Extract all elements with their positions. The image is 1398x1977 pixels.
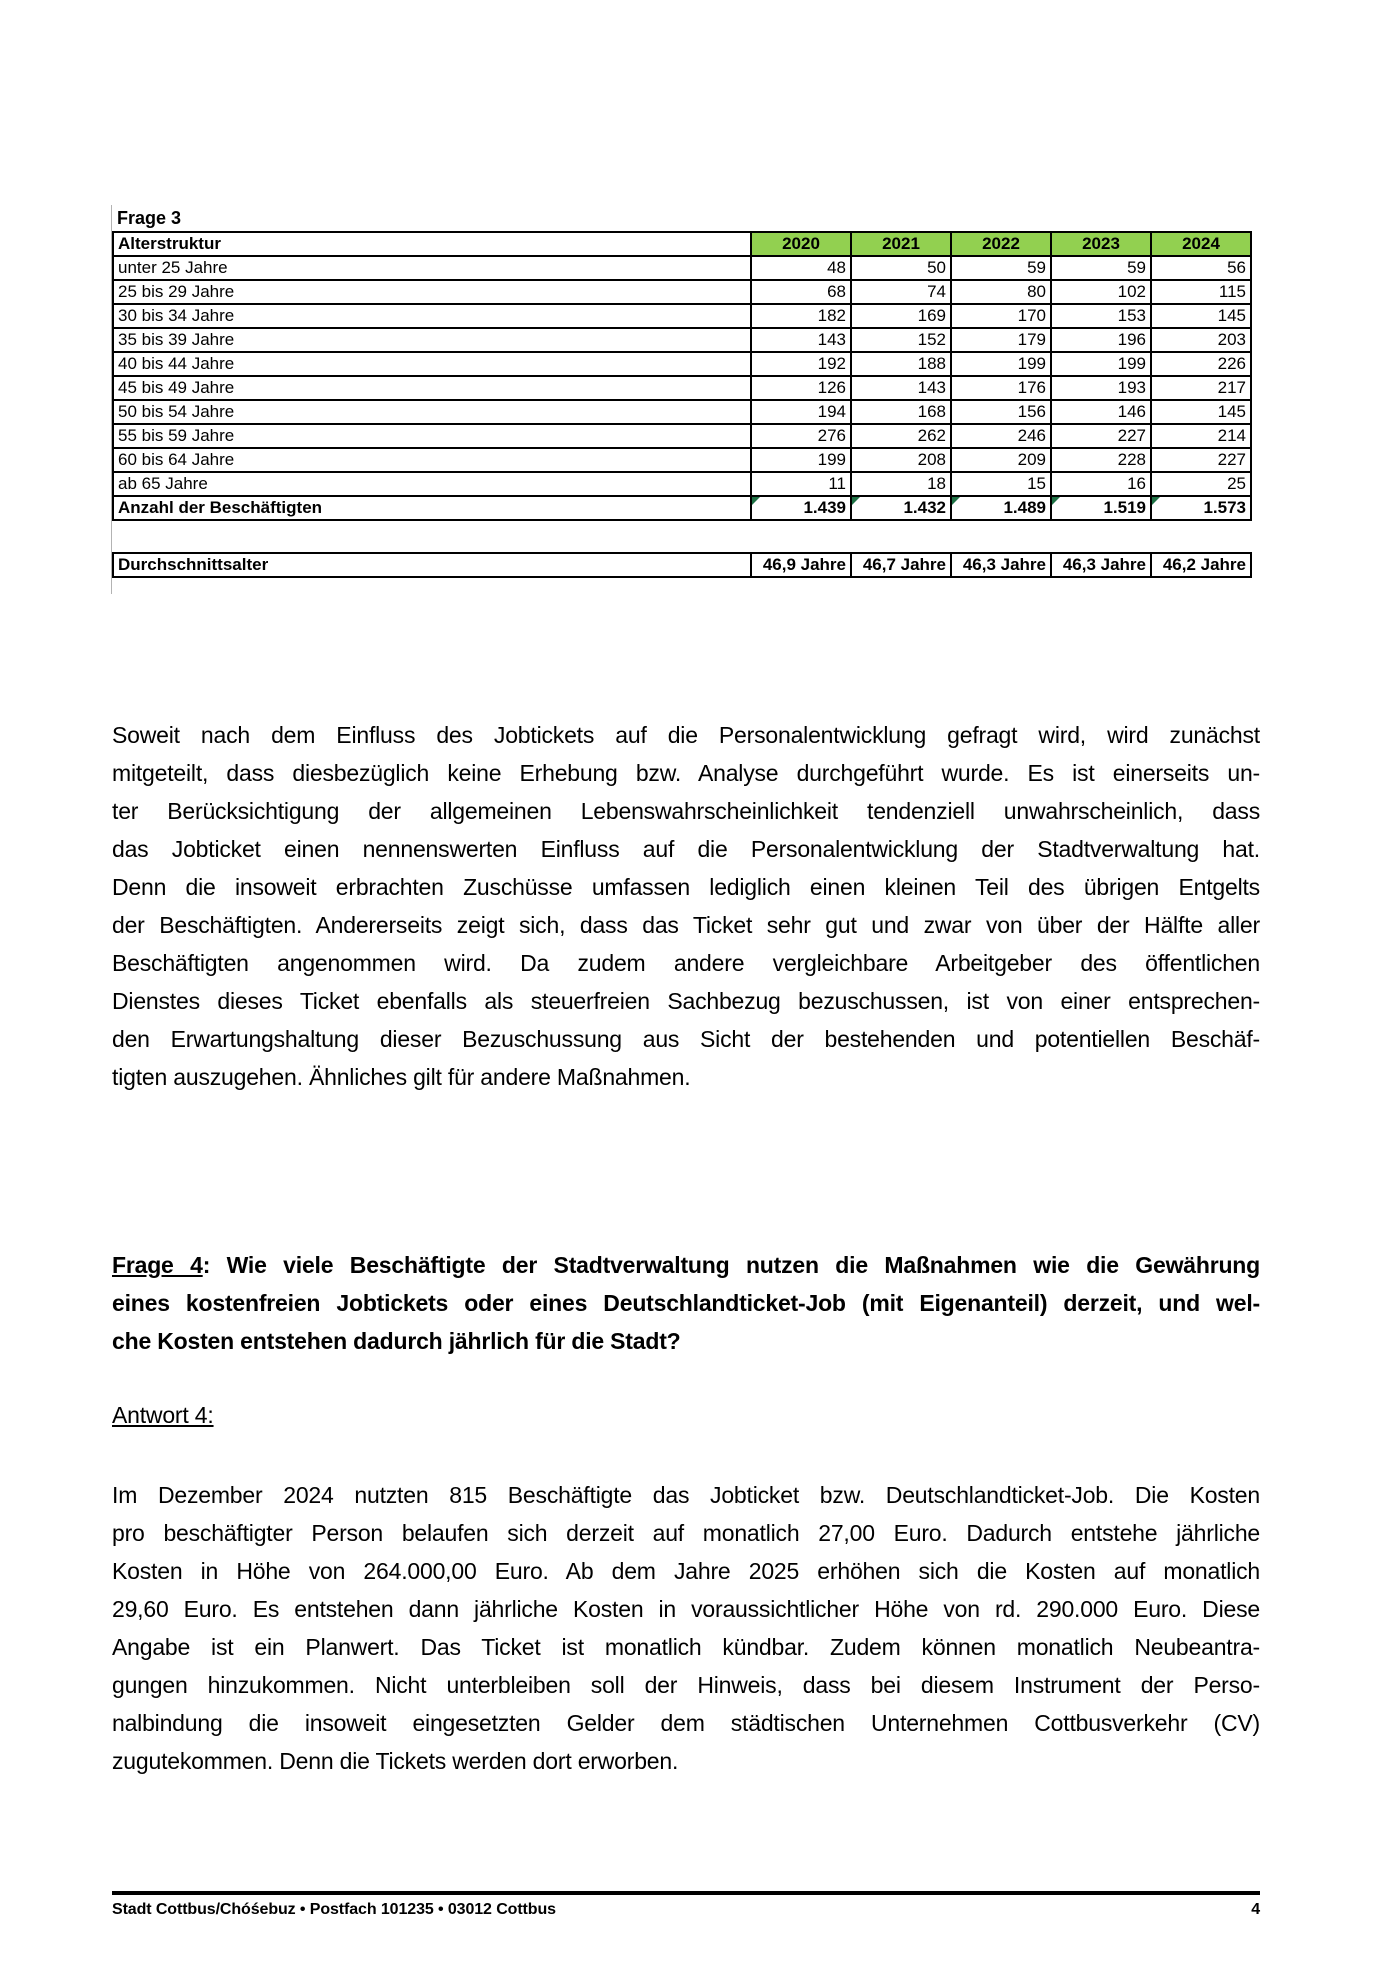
table-row: [113, 304, 1251, 328]
age-group-label: 35 bis 39 Jahre: [113, 328, 751, 352]
comment-triangle-icon: [1052, 497, 1060, 505]
age-group-label: 50 bis 54 Jahre: [113, 400, 751, 424]
question-4-continuation: [112, 1284, 1260, 1360]
table-row: [113, 472, 1251, 496]
total-row: [113, 496, 1251, 520]
value-cell: 143: [751, 328, 851, 352]
table-row: [113, 280, 1251, 304]
value-cell: 262: [851, 424, 951, 448]
text-line: das Jobticket einen nennenswerten Einfluss auf die Personalentwicklung der Stadtverwaltung hat.: [112, 836, 1260, 862]
text-line: zugutekommen. Denn die Tickets werden dort erworben.: [112, 1748, 679, 1774]
value-cell: 227: [1051, 424, 1151, 448]
value-cell: 192: [751, 352, 851, 376]
value-cell: 68: [751, 280, 851, 304]
table-row: [113, 376, 1251, 400]
page-footer: [112, 1891, 1260, 1919]
question-4-label: Frage 4: [112, 1252, 203, 1278]
text-line: 29,60 Euro. Es entstehen dann jährliche Kosten in voraussichtlicher Höhe von rd. 290.000 Euro. Diese: [112, 1596, 1260, 1622]
value-cell: 152: [851, 328, 951, 352]
value-cell: 193: [1051, 376, 1151, 400]
value-cell: 170: [951, 304, 1051, 328]
value-cell: 214: [1151, 424, 1251, 448]
age-group-label: 40 bis 44 Jahre: [113, 352, 751, 376]
value-cell: 80: [951, 280, 1051, 304]
total-value-cell: 1.432: [851, 496, 951, 520]
value-cell: 126: [751, 376, 851, 400]
text-line: Beschäftigten angenommen wird. Da zudem andere vergleichbare Arbeitgeber des öffentlichen: [112, 950, 1260, 976]
text-line: Im Dezember 2024 nutzten 815 Beschäftigte das Jobticket bzw. Deutschlandticket-Job. Die Kosten: [112, 1482, 1260, 1508]
average-value-cell: 46,3 Jahre: [1051, 553, 1151, 577]
table-row: [113, 448, 1251, 472]
column-header-year: 2022: [951, 232, 1051, 256]
text-line: Soweit nach dem Einfluss des Jobtickets auf die Personalentwicklung gefragt wird, wird zunächst: [112, 722, 1260, 748]
value-cell: 227: [1151, 448, 1251, 472]
age-group-label: 45 bis 49 Jahre: [113, 376, 751, 400]
text-line: pro beschäftigter Person belaufen sich derzeit auf monatlich 27,00 Euro. Dadurch entstehe jährliche: [112, 1520, 1260, 1546]
age-structure-table: [112, 231, 1252, 521]
text-line: eines kostenfreien Jobtickets oder eines Deutschlandticket-Job (mit Eigenanteil) derzeit, und wel-: [112, 1290, 1260, 1316]
question-4-heading: [112, 1246, 1260, 1360]
value-cell: 182: [751, 304, 851, 328]
value-cell: 208: [851, 448, 951, 472]
total-value-cell: 1.489: [951, 496, 1051, 520]
page-number: 4: [1251, 1901, 1260, 1918]
text-line: Angabe ist ein Planwert. Das Ticket ist monatlich kündbar. Zudem können monatlich Neubeantra-: [112, 1634, 1260, 1660]
table-row: [113, 328, 1251, 352]
paragraph-answer-4: [112, 1476, 1260, 1780]
table-title: Frage 3: [117, 208, 182, 228]
value-cell: 56: [1151, 256, 1251, 280]
total-value-cell: 1.519: [1051, 496, 1151, 520]
age-group-label: unter 25 Jahre: [113, 256, 751, 280]
text-line: der Beschäftigten. Andererseits zeigt sich, dass das Ticket sehr gut und zwar von über der Hälfte aller: [112, 912, 1260, 938]
total-value-cell: 1.439: [751, 496, 851, 520]
footer-address: Stadt Cottbus/Chóśebuz • Postfach 101235 • 03012 Cottbus: [112, 1901, 556, 1918]
comment-triangle-icon: [1152, 497, 1160, 505]
text-line: den Erwartungshaltung dieser Bezuschussung aus Sicht der bestehenden und potentiellen Beschäf-: [112, 1026, 1260, 1052]
average-value-cell: 46,2 Jahre: [1151, 553, 1251, 577]
age-group-label: 60 bis 64 Jahre: [113, 448, 751, 472]
value-cell: 228: [1051, 448, 1151, 472]
value-cell: 16: [1051, 472, 1151, 496]
column-header-year: 2020: [751, 232, 851, 256]
total-row-label: Anzahl der Beschäftigten: [113, 496, 751, 520]
value-cell: 188: [851, 352, 951, 376]
age-group-label: 55 bis 59 Jahre: [113, 424, 751, 448]
average-value-cell: 46,7 Jahre: [851, 553, 951, 577]
paragraph-answer-3: [112, 716, 1260, 1096]
value-cell: 246: [951, 424, 1051, 448]
age-group-label: 25 bis 29 Jahre: [113, 280, 751, 304]
value-cell: 226: [1151, 352, 1251, 376]
comment-triangle-icon: [752, 497, 760, 505]
value-cell: 48: [751, 256, 851, 280]
value-cell: 276: [751, 424, 851, 448]
age-group-label: 30 bis 34 Jahre: [113, 304, 751, 328]
question-4-text: : Wie viele Beschäftigte der Stadtverwaltung nutzen die Maßnahmen wie die Gewährung: [202, 1252, 1260, 1278]
text-line: Dienstes dieses Ticket ebenfalls als steuerfreien Sachbezug bezuschussen, ist von einer entsprechen-: [112, 988, 1260, 1014]
table-header-row: [113, 232, 1251, 256]
age-structure-table-block: [112, 205, 1250, 578]
value-cell: 143: [851, 376, 951, 400]
value-cell: 168: [851, 400, 951, 424]
value-cell: 203: [1151, 328, 1251, 352]
footer-rule: [112, 1891, 1260, 1895]
value-cell: 199: [951, 352, 1051, 376]
value-cell: 74: [851, 280, 951, 304]
column-header-year: 2023: [1051, 232, 1151, 256]
text-line: nalbindung die insoweit eingesetzten Gelder dem städtischen Unternehmen Cottbusverkehr (CV): [112, 1710, 1260, 1736]
value-cell: 209: [951, 448, 1051, 472]
value-cell: 176: [951, 376, 1051, 400]
value-cell: 25: [1151, 472, 1251, 496]
answer-4-heading: [112, 1396, 1260, 1434]
value-cell: 179: [951, 328, 1051, 352]
table-row: [113, 352, 1251, 376]
value-cell: 102: [1051, 280, 1151, 304]
value-cell: 59: [1051, 256, 1151, 280]
value-cell: 145: [1151, 400, 1251, 424]
answer-4-label: Antwort 4:: [112, 1402, 214, 1428]
average-value-cell: 46,3 Jahre: [951, 553, 1051, 577]
value-cell: 145: [1151, 304, 1251, 328]
value-cell: 199: [1051, 352, 1151, 376]
text-line: Kosten in Höhe von 264.000,00 Euro. Ab dem Jahre 2025 erhöhen sich die Kosten auf monatlich: [112, 1558, 1260, 1584]
text-line: mitgeteilt, dass diesbezüglich keine Erhebung bzw. Analyse durchgeführt wurde. Es ist einerseits un-: [112, 760, 1260, 786]
text-line: [112, 1246, 1260, 1284]
text-line: che Kosten entstehen dadurch jährlich für die Stadt?: [112, 1328, 681, 1354]
average-row: [113, 553, 1251, 577]
value-cell: 156: [951, 400, 1051, 424]
value-cell: 15: [951, 472, 1051, 496]
average-value-cell: 46,9 Jahre: [751, 553, 851, 577]
value-cell: 194: [751, 400, 851, 424]
text-line: tigten auszugehen. Ähnliches gilt für andere Maßnahmen.: [112, 1064, 691, 1090]
value-cell: 169: [851, 304, 951, 328]
column-header-alterstruktur: Alterstruktur: [113, 232, 751, 256]
value-cell: 199: [751, 448, 851, 472]
text-line: Denn die insoweit erbrachten Zuschüsse umfassen lediglich einen kleinen Teil des übrigen Entgelts: [112, 874, 1260, 900]
value-cell: 146: [1051, 400, 1151, 424]
average-age-table: [112, 552, 1252, 578]
comment-triangle-icon: [852, 497, 860, 505]
value-cell: 153: [1051, 304, 1151, 328]
table-row: [113, 256, 1251, 280]
comment-triangle-icon: [952, 497, 960, 505]
value-cell: 18: [851, 472, 951, 496]
value-cell: 196: [1051, 328, 1151, 352]
average-row-label: Durchschnittsalter: [113, 553, 751, 577]
column-header-year: 2021: [851, 232, 951, 256]
table-row: [113, 424, 1251, 448]
value-cell: 115: [1151, 280, 1251, 304]
value-cell: 50: [851, 256, 951, 280]
text-line: gungen hinzukommen. Nicht unterbleiben soll der Hinweis, dass bei diesem Instrument der Perso-: [112, 1672, 1260, 1698]
total-value-cell: 1.573: [1151, 496, 1251, 520]
value-cell: 217: [1151, 376, 1251, 400]
table-row: [113, 400, 1251, 424]
age-group-label: ab 65 Jahre: [113, 472, 751, 496]
value-cell: 11: [751, 472, 851, 496]
value-cell: 59: [951, 256, 1051, 280]
text-line: ter Berücksichtigung der allgemeinen Lebenswahrscheinlichkeit tendenziell unwahrscheinlich, dass: [112, 798, 1260, 824]
column-header-year: 2024: [1151, 232, 1251, 256]
